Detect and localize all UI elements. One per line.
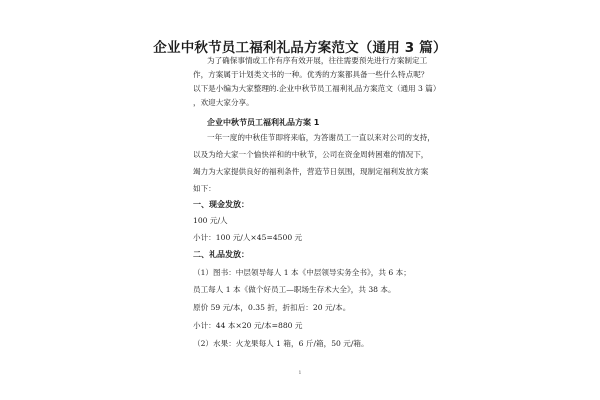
intro-line-4: ，欢迎大家分享。 (193, 98, 254, 107)
intro-line-1: 为了确保事情或工作有序有效开展，往往需要预先进行方案制定工 (207, 56, 428, 65)
section-paragraph-line-4: 如下： (193, 184, 216, 193)
intro-line-2: 作，方案属于计划类文书的一种。优秀的方案都具备一些什么特点呢？ (193, 70, 429, 79)
part2-item1-price: 原价 59 元/本，0.35 折，折扣后：20 元/本。 (193, 303, 351, 312)
section-paragraph-line-1: 一年一度的中秋佳节即将来临，为答谢员工一直以来对公司的支持， (207, 133, 435, 142)
section-paragraph-line-2: 以及为给大家一个愉快祥和的中秋节，公司在资金周转困难的情况下， (193, 150, 429, 159)
part1-amount: 100 元/人 (193, 216, 228, 225)
part1-subtotal: 小计：100 元/人×45=4500 元 (193, 233, 303, 242)
document-title: 企业中秋节员工福利礼品方案范文（通用 3 篇） (153, 40, 447, 56)
section-title: 企业中秋节员工福利礼品方案 1 (207, 118, 320, 127)
part2-item1-line1: （1）图书：中层领导每人 1 本《中层领导实务全书》，共 6 本； (193, 268, 411, 277)
part2-item2: （2）水果：火龙果每人 1 箱，6 斤/箱，50 元/箱。 (193, 339, 369, 348)
part2-heading: 二、礼品发放： (193, 250, 249, 259)
part1-heading: 一、现金发放： (193, 200, 249, 209)
intro-line-3: 以下是小编为大家整理的.企业中秋节员工福利礼品方案范文（通用 3 篇） (193, 84, 441, 93)
page-number: 1 (298, 370, 302, 376)
part2-item1-subtotal: 小计：44 本×20 元/本=880 元 (193, 321, 303, 330)
part2-item1-line2: 员工每人 1 本《做个好员工—职场生存术大全》，共 38 本。 (193, 285, 396, 294)
section-paragraph-line-3: 竭力为大家提供良好的福利条件，营造节日氛围，现制定福利发放方案 (193, 167, 429, 176)
